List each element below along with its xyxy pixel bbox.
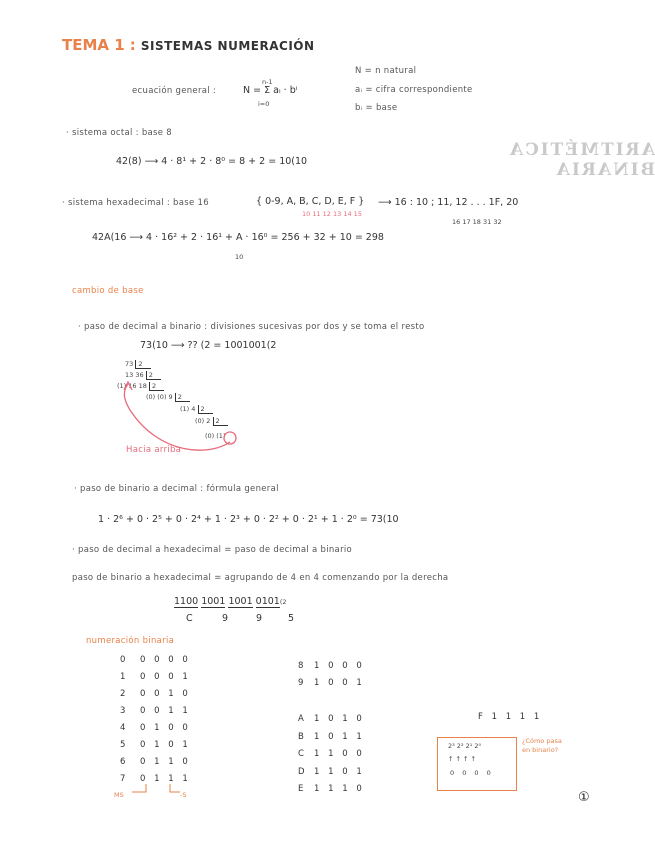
binary-groups: 1100 1001 1001 0101(2 bbox=[174, 596, 287, 607]
hex-mapping: ⟶ 16 : 10 ; 11, 12 . . . 1F, 20 bbox=[378, 197, 519, 208]
table-row: 5 0 1 0 1 bbox=[120, 740, 191, 750]
hex-equation: 42A(16 ⟶ 4 · 16² + 2 · 16¹ + A · 16⁰ = 256 + 32 + 10 = 298 bbox=[92, 232, 384, 243]
def-b: bᵢ = base bbox=[355, 103, 398, 113]
f-row: F 1 1 1 1 bbox=[478, 712, 543, 722]
step1-equation: 73(10 ⟶ ?? (2 = 1001001(2 bbox=[140, 340, 277, 351]
table-row: D 1 1 0 1 bbox=[298, 766, 365, 777]
powers-row: 2³ 2² 2¹ 2⁰ bbox=[448, 742, 482, 750]
table-row: A 1 0 1 0 bbox=[298, 714, 365, 724]
step1-label: · paso de decimal a binario : divisiones sucesivas por dos y se toma el resto bbox=[78, 322, 425, 332]
title-text: SISTEMAS NUMERACIÓN bbox=[140, 39, 315, 53]
page-number: ① bbox=[578, 790, 590, 805]
step2-equation: 1 · 2⁶ + 0 · 2⁵ + 0 · 2⁴ + 1 · 2³ + 0 · 2² + 0 · 2¹ + 1 · 2⁰ = 73(10 bbox=[98, 514, 399, 525]
hex-sub-values: 16 17 18 31 32 bbox=[452, 218, 502, 226]
binary-table-right bbox=[298, 661, 365, 695]
division-row-3: (1) 16 18 2 bbox=[117, 382, 164, 390]
powers-box bbox=[437, 737, 517, 791]
hex-group-c: C bbox=[186, 613, 193, 624]
division-row-4: (0) (0) 9 2 bbox=[146, 393, 190, 401]
general-formula: N = Σ aᵢ · bⁱ bbox=[243, 85, 298, 96]
sum-top: n-1 bbox=[262, 78, 273, 86]
bits-row: 0 0 0 0 bbox=[450, 769, 494, 777]
table-row: 4 0 1 0 0 bbox=[120, 723, 191, 733]
step4-label: paso de binario a hexadecimal = agrupando de 4 en 4 comenzando por la derecha bbox=[72, 573, 449, 583]
read-up-label: Hacia arriba bbox=[126, 445, 182, 455]
cambio-heading: cambio de base bbox=[72, 286, 144, 296]
division-row-7: (0) (1) bbox=[205, 432, 226, 440]
step3-label: · paso de decimal a hexadecimal = paso de decimal a binario bbox=[72, 545, 353, 555]
table-heading: numeración binaria bbox=[86, 636, 175, 646]
table-row: C 1 1 0 0 bbox=[298, 749, 365, 759]
hex-digits: { 0-9, A, B, C, D, E, F } bbox=[256, 196, 365, 207]
ghost-heading-bleed: ARITMÉTICA BINARIA bbox=[507, 140, 655, 180]
table-row: B 1 0 1 1 bbox=[298, 731, 365, 742]
octal-label: · sistema octal : base 8 bbox=[66, 128, 172, 138]
sum-bottom: i=0 bbox=[258, 100, 270, 108]
binary-table-right-lower bbox=[298, 714, 365, 802]
table-row: 6 0 1 1 0 bbox=[120, 757, 191, 767]
hex-label: · sistema hexadecimal : base 16 bbox=[62, 198, 209, 208]
table-row: 1 0 0 0 1 bbox=[120, 672, 191, 682]
hex-digit-values: 10 11 12 13 14 15 bbox=[302, 210, 362, 218]
table-row: 3 0 0 1 1 bbox=[120, 706, 191, 716]
table-row: E 1 1 1 0 bbox=[298, 784, 365, 794]
octal-equation: 42(8) ⟶ 4 · 8¹ + 2 · 8⁰ = 8 + 2 = 10(10 bbox=[116, 156, 308, 167]
foot-left-ms: MS bbox=[114, 791, 124, 799]
hex-group-9b: 9 bbox=[256, 613, 263, 624]
title-number: TEMA 1 bbox=[62, 36, 125, 54]
hex-group-5: 5 bbox=[288, 613, 295, 624]
foot-right-s: -S bbox=[180, 791, 187, 799]
division-row-2: 13 36 2 bbox=[125, 371, 161, 379]
division-row-5: (1) 4 2 bbox=[180, 405, 213, 413]
table-row: 2 0 0 1 0 bbox=[120, 689, 191, 699]
title-colon: : bbox=[129, 36, 136, 54]
hex-a-note: 10 bbox=[235, 253, 244, 261]
division-row-1: 73 2 bbox=[125, 360, 151, 368]
binary-table-left bbox=[120, 655, 191, 791]
general-label: ecuación general : bbox=[132, 86, 217, 96]
table-row: 9 1 0 0 1 bbox=[298, 678, 365, 688]
arrows-row: ↑ ↑ ↑ ↑ bbox=[448, 755, 476, 763]
note-question: ¿Cómo pasa en binario? bbox=[522, 737, 562, 754]
step2-label: · paso de binario a decimal : fórmula general bbox=[74, 484, 279, 494]
def-a: aᵢ = cifra correspondiente bbox=[355, 85, 473, 95]
hex-group-9a: 9 bbox=[222, 613, 229, 624]
page-title bbox=[62, 35, 315, 54]
table-row: 8 1 0 0 0 bbox=[298, 661, 365, 671]
def-n: N = n natural bbox=[355, 66, 417, 76]
division-row-6: (0) 2 2 bbox=[195, 417, 228, 425]
table-row: 0 0 0 0 0 bbox=[120, 655, 191, 665]
bracket-icon bbox=[126, 782, 206, 798]
table-row: 7 0 1 1 1 bbox=[120, 774, 191, 784]
